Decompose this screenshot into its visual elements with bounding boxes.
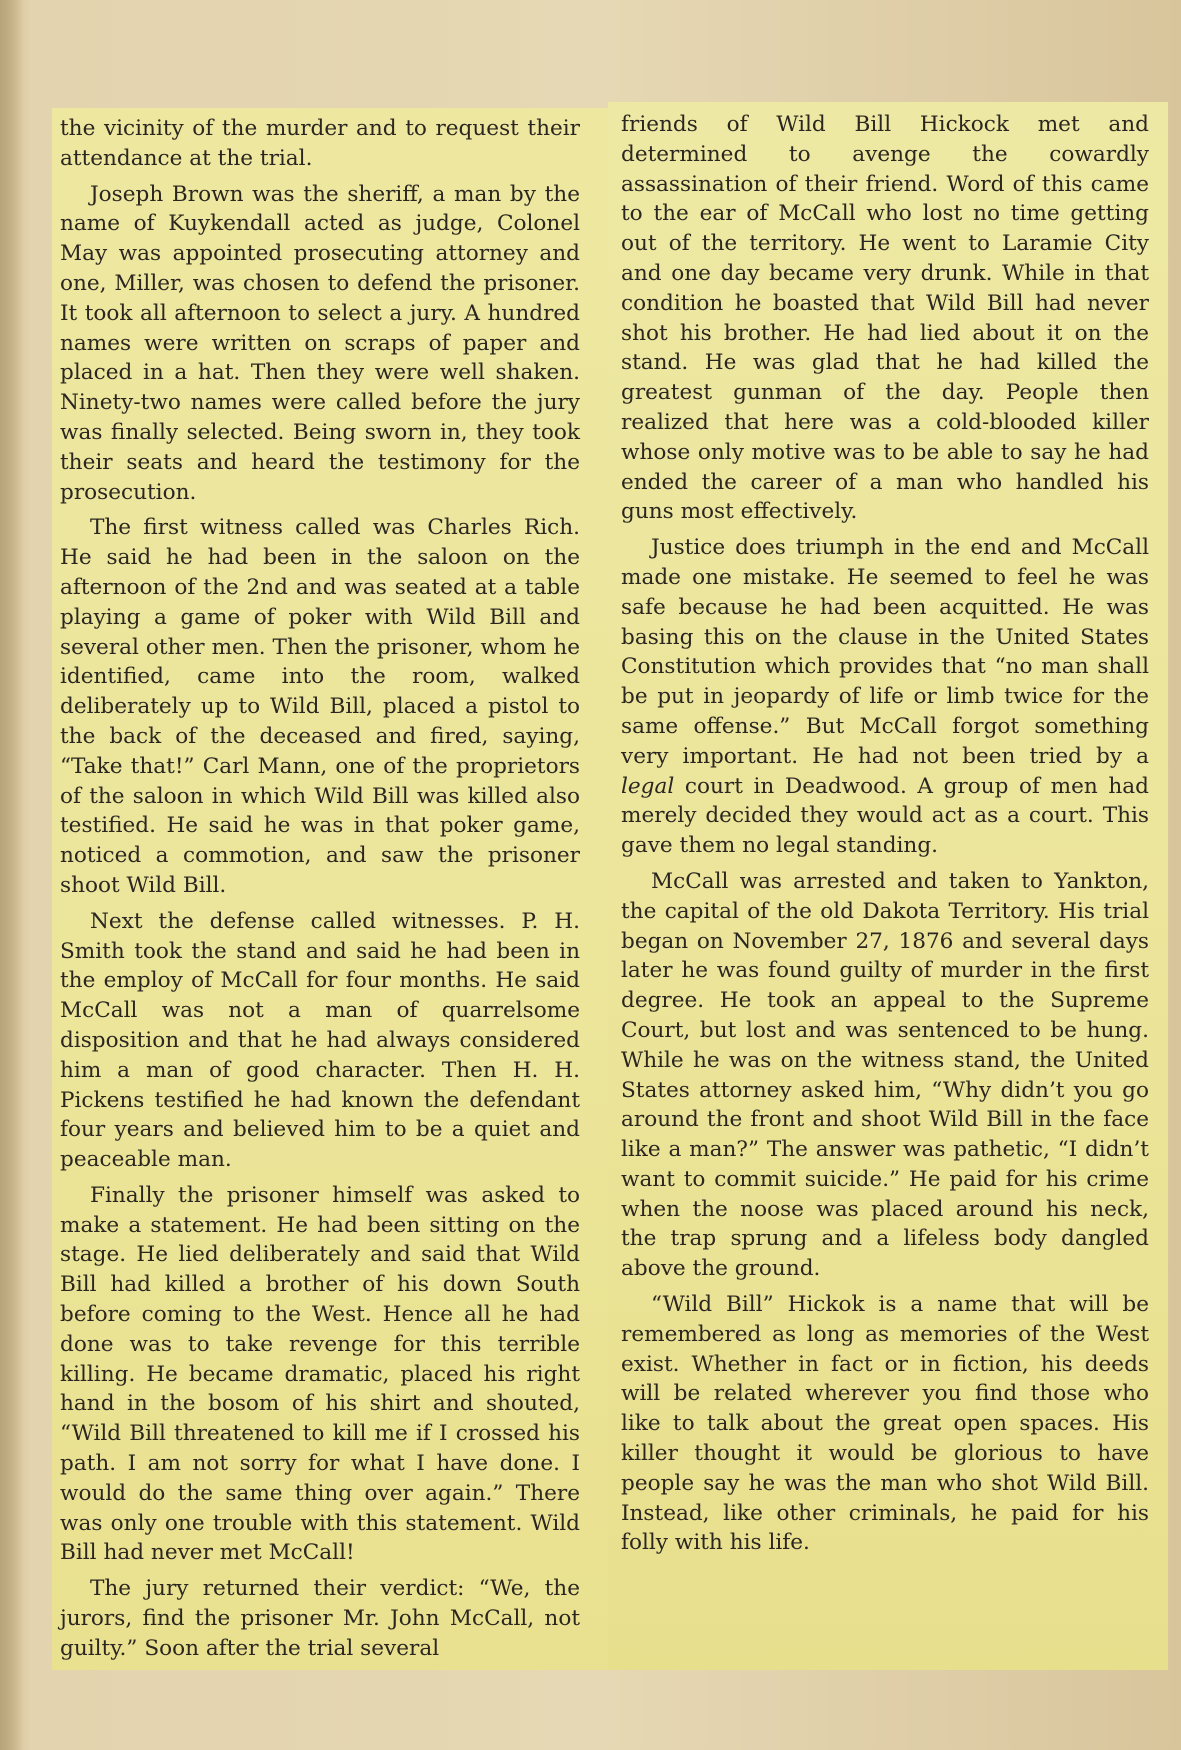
right-paragraph-2 — [621, 533, 1149, 861]
right-paragraph-2-part-1: Justice does triumph in the end and McCall made one mistake. He seemed to feel he was safe because he had been acquitted. He was basing this on the clause in the United States Constitution which provides that “no man shall be put in jeopardy of life or limb twice for the same offense.” But McCall forgot something very important. He had not been tried by a — [621, 535, 1149, 769]
left-paragraph-5: Finally the prisoner himself was asked to make a statement. He had been sitting on the stage. He lied deliberately and said that Wild Bill had killed a brother of his down South before coming to the West. Hence all he had done was to take revenge for this terrible killing. He became dramatic, placed his right hand in the bosom of his shirt and shouted, “Wild Bill threatened to kill me if I crossed his path. I am not sorry for what I have done. I would do the same thing over again.” There was only one trouble with this statement. Wild Bill had never met McCall! — [60, 1182, 580, 1566]
left-paragraph-1: the vicinity of the murder and to request their attendance at the trial. — [60, 116, 580, 171]
right-paragraph-3: McCall was arrested and taken to Yankton, the capital of the old Dakota Territory. His trial began on November 27, 1876 and several days later he was found guilty of murder in the first degree. He took an appeal to the Supreme Court, but lost and was sentenced to be hung. While he was on the witness stand, the United States attorney asked him, “Why didn’t you go around the front and shoot Wild Bill in the face like a man?” The answer was pathetic, “I didn’t want to commit suicide.” He paid for his crime when the noose was placed around his neck, the trap sprung and a lifeless body dangled above the ground. — [621, 868, 1149, 1282]
right-paragraph-2-part-2: court in Deadwood. A group of men had merely decided they would act as a court. This gave them no legal standing. — [621, 773, 1149, 859]
left-paragraph-6: The jury returned their verdict: “We, the jurors, find the prisoner Mr. John McCall, not guilty.” Soon after the trial several — [60, 1576, 580, 1661]
left-column — [60, 114, 580, 1670]
right-column — [621, 110, 1149, 1564]
right-paragraph-4: “Wild Bill” Hickok is a name that will be remembered as long as memories of the West exist. Whether in fact or in fiction, his deeds will be related wherever you find those who like to talk about the great open spaces. His killer thought it would be glorious to have people say he was the man who shot Wild Bill. Instead, like other criminals, he paid for his folly with his life. — [621, 1292, 1149, 1556]
left-paragraph-2: Joseph Brown was the sheriff, a man by the name of Kuykendall acted as judge, Colonel May was appointed prosecuting attorney and one, Miller, was chosen to defend the prisoner. It took all afternoon to select a jury. A hundred names were written on scraps of paper and placed in a hat. Then they were well shaken. Ninety-two names were called before the jury was finally selected. Being sworn in, they took their seats and heard the testimony for the prosecution. — [60, 181, 580, 505]
legal-emphasis: legal — [621, 773, 675, 799]
left-paragraph-4: Next the defense called witnesses. P. H. Smith took the stand and said he had been in the employ of McCall for four months. He said McCall was not a man of quarrelsome disposition and that he had always considered him a man of good character. Then H. H. Pickens testified he had known the defendant four years and believed him to be a quiet and peaceable man. — [60, 908, 580, 1173]
page-edge-shadow — [0, 0, 24, 1750]
right-paragraph-1: friends of Wild Bill Hickock met and determined to avenge the cowardly assassination of their friend. Word of this came to the ear of McCall who lost no time getting out of the territory. He went to Laramie City and one day became very drunk. While in that condition he boasted that Wild Bill had never shot his brother. He had lied about it on the stand. He was glad that he had killed the greatest gunman of the day. People then realized that here was a cold-blooded killer whose only motive was to be able to say he had ended the career of a man who handled his guns most effectively. — [621, 112, 1149, 525]
left-paragraph-3: The first witness called was Charles Rich. He said he had been in the saloon on the afternoon of the 2nd and was seated at a table playing a game of poker with Wild Bill and several other men. Then the prisoner, whom he identified, came into the room, walked deliberately up to Wild Bill, placed a pistol to the back of the deceased and fired, saying, “Take that!” Carl Mann, one of the proprietors of the saloon in which Wild Bill was killed also testified. He said he was in that poker game, noticed a commotion, and saw the prisoner shoot Wild Bill. — [60, 515, 580, 898]
